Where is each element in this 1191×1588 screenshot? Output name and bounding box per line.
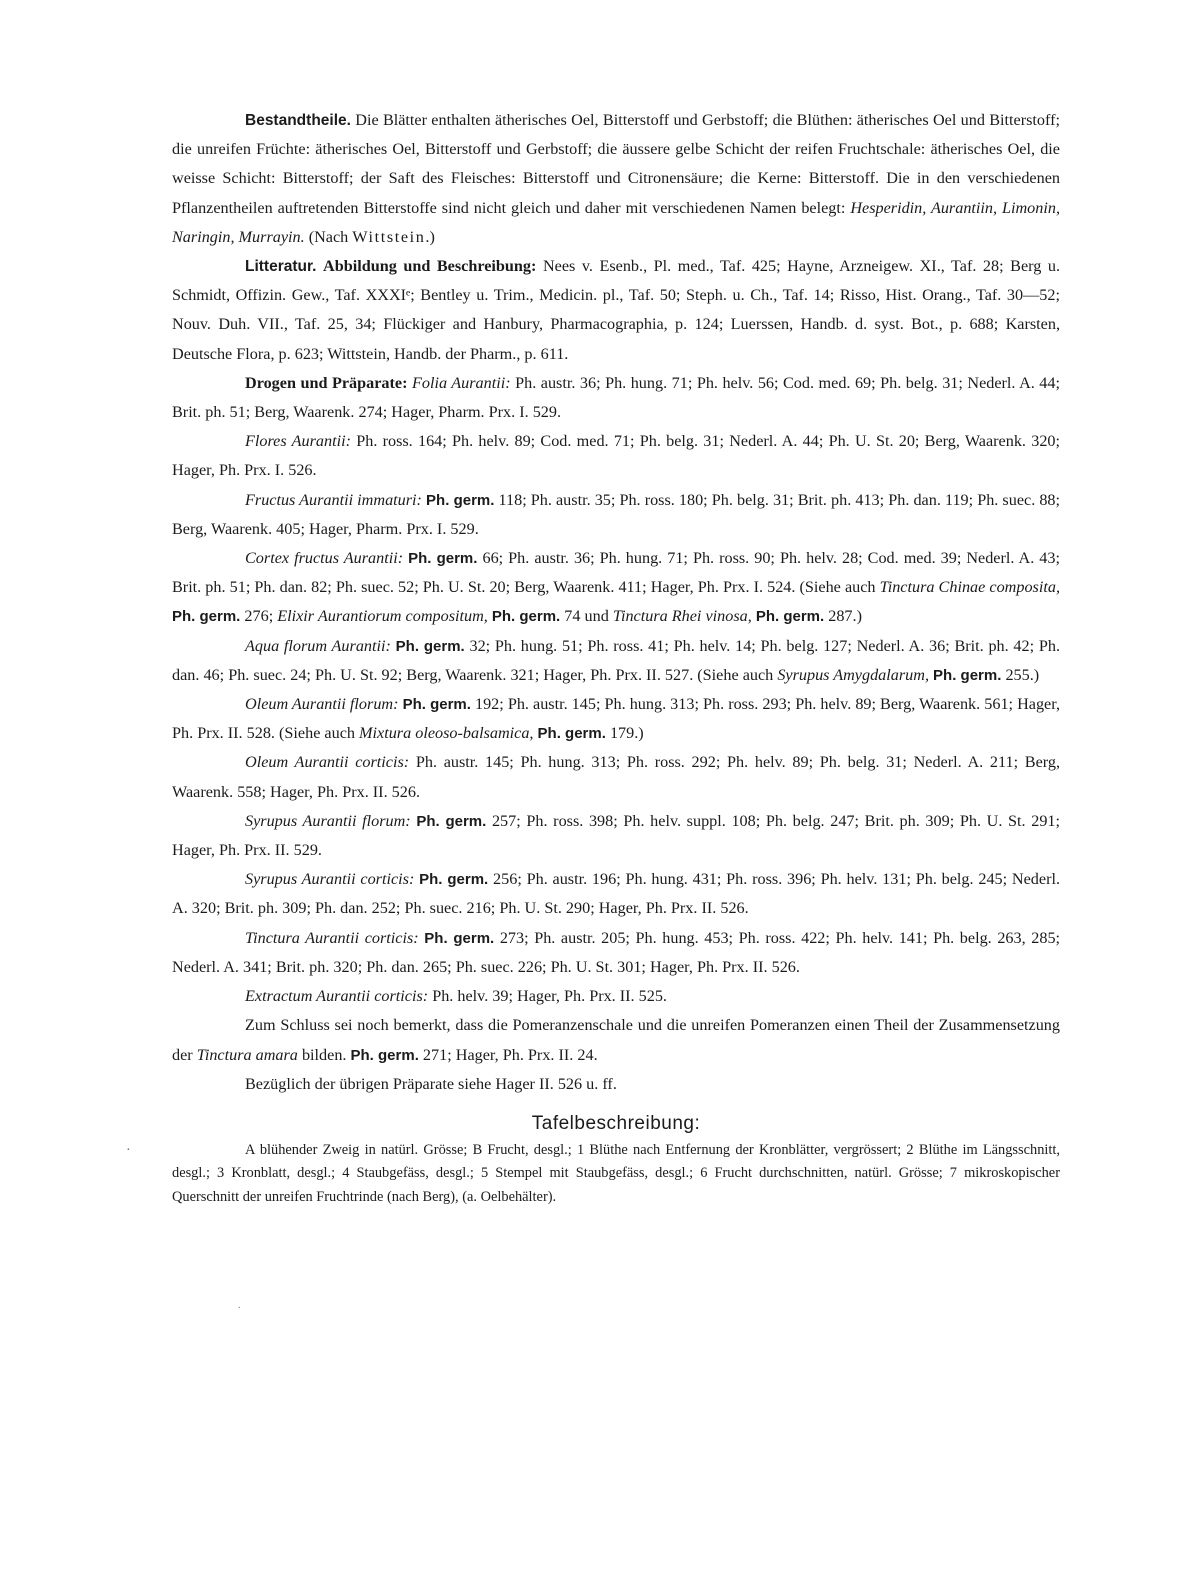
litteratur-text: Nees v. Esenb., Pl. med., Taf. 425; Hayne, Arzneigew. XI., Taf. 28; Berg u. Schmidt, Offizin. Gew., Taf. XXXIᵉ; Bentley u. Trim., Medicin. pl., Taf. 50; Steph. u. Ch., Taf. 14; Risso, Hist. Orang., Taf. 30—52; Nouv. Duh. VII., Taf. 25, 34; Flückiger and Hanbury, Pharmacographia, p. 124; Luerssen, Handb. d. syst. Bot., p. 688; Karsten, Deutsche Flora, p. 623; Wittstein, Handb. der Pharm., p. 611. [172,257,1060,363]
oleum-corticis-name: Oleum Aurantii corticis: [245,753,410,772]
syrupus-florum-name: Syrupus Aurantii florum: [245,811,411,830]
schluss-mid: bilden. [301,1045,347,1064]
schluss-paragraph [172,1011,1060,1069]
fructus-paragraph [172,486,1060,544]
ph-germ-label: Ph. germ. [426,491,495,509]
bestandtheile-heading: Bestandtheile. [245,112,351,129]
ph-germ-label: Ph. germ. [424,929,495,947]
drogen-heading: Drogen und Präparate: [245,373,408,392]
extractum-paragraph [172,982,1060,1011]
cortex-ref-2: Elixir Aurantiorum compositum, [277,607,488,626]
ph-germ-label: Ph. germ. [408,550,478,568]
oleum-corticis-text: Ph. austr. 145; Ph. hung. 313; Ph. ross. 292; Ph. helv. 89; Ph. belg. 31; Nederl. A. 211; Berg, Waarenk. 558; Hager, Ph. Prx. II. 526. [172,753,1060,801]
schluss-text: Zum Schluss sei noch bemerkt, dass die Pomeranzenschale und die unreifen Pomeranzen einen Theil der Zusammensetzung der [172,1016,1060,1064]
syrupus-florum-text: 257; Ph. ross. 398; Ph. helv. suppl. 108; Ph. belg. 247; Brit. ph. 309; Ph. U. St. 291; Hager, Ph. Prx. II. 529. [172,811,1061,860]
cortex-ref-1-num: 276; [244,607,274,626]
source-pre: (Nach [308,227,349,246]
schluss-num: 271; Hager, Ph. Prx. II. 24. [422,1045,598,1064]
cortex-paragraph [172,544,1060,632]
syrupus-corticis-text: 256; Ph. austr. 196; Ph. hung. 431; Ph. ross. 396; Ph. helv. 131; Ph. belg. 245; Nederl. A. 320; Brit. ph. 309; Ph. dan. 252; Ph. suec. 216; Ph. U. St. 290; Hager, Ph. Prx. II. 526. [172,870,1061,918]
margin-tick: · [126,1143,131,1158]
aqua-ref-num: 255.) [1005,665,1040,684]
litteratur-heading: Litteratur. [245,258,317,276]
cortex-ref-2-num: 74 und [564,607,609,626]
ph-germ-label: Ph. germ. [755,608,825,626]
syrupus-corticis-name: Syrupus Aurantii corticis: [245,870,415,889]
tinctura-name: Tinctura Aurantii corticis: [245,928,419,947]
syrupus-corticis-paragraph [172,865,1060,923]
cortex-text: 66; Ph. austr. 36; Ph. hung. 71; Ph. ross. 90; Ph. helv. 28; Cod. med. 39; Nederl. A. 43; Brit. ph. 51; Ph. dan. 82; Ph. suec. 52; Ph. U. St. 20; Berg, Waarenk. 411; Hager, Ph. Prx. I. 524. (Siehe auch [172,549,1060,597]
aqua-text: 32; Ph. hung. 51; Ph. ross. 41; Ph. helv. 14; Ph. belg. 127; Nederl. A. 36; Brit. ph. 42; Ph. dan. 46; Ph. suec. 24; Ph. U. St. 92; Berg, Waarenk. 321; Hager, Ph. Prx. II. 527. (Siehe auch [172,636,1061,684]
oleum-corticis-paragraph [172,748,1060,806]
bitterstoff-names: Hesperidin, Aurantiin, Limonin, Naringin, Murrayin. [172,198,1061,246]
ph-germ-label: Ph. germ. [537,725,606,743]
ph-germ-label: Ph. germ. [172,608,241,626]
aqua-paragraph [172,632,1060,690]
litteratur-subheading: Abbildung und Beschreibung: [323,257,537,276]
schluss-ref: Tinctura amara [196,1045,298,1064]
bezueglich-text: Bezüglich der übrigen Präparate siehe Hager II. 526 u. ff. [245,1074,617,1093]
extractum-text: Ph. helv. 39; Hager, Ph. Prx. II. 525. [432,987,667,1006]
bestandtheile-text: Die Blätter enthalten ätherisches Oel, Bitterstoff und Gerbstoff; die Blüthen: ätherisches Oel und Bitterstoff; die unreifen Früchte: ätherisches Oel, Bitterstoff und Gerbstoff; die äussere gelbe Schicht der reifen Fruchtschale: ätherisches Oel, die weisse Schicht: Bitterstoff; der Saft des Fleisches: Bitterstoff und Citronensäure; die Kerne: Bitterstoff. Die in den verschiedenen Pflanzentheilen auftretenden Bitterstoffe sind nicht gleich und daher mit verschiedenen Namen belegt: [172,111,1060,217]
cortex-ref-1: Tinctura Chinae composita, [879,578,1060,597]
ph-germ-label: Ph. germ. [933,666,1002,684]
fructus-name: Fructus Aurantii immaturi: [245,490,422,509]
flores-text: Ph. ross. 164; Ph. helv. 89; Cod. med. 71; Ph. belg. 31; Nederl. A. 44; Ph. U. St. 20; Berg, Waarenk. 320; Hager, Ph. Prx. I. 526. [172,432,1061,480]
folia-text: Ph. austr. 36; Ph. hung. 71; Ph. helv. 56; Cod. med. 69; Ph. belg. 31; Nederl. A. 44; Brit. ph. 51; Berg, Waarenk. 274; Hager, Pharm. Prx. I. 529. [172,373,1060,422]
bezueglich-paragraph [172,1070,1060,1099]
ph-germ-label: Ph. germ. [350,1046,419,1064]
tinctura-text: 273; Ph. austr. 205; Ph. hung. 453; Ph. ross. 422; Ph. helv. 141; Ph. belg. 263, 285; Nederl. A. 341; Brit. ph. 320; Ph. dan. 265; Ph. suec. 226; Ph. U. St. 301; Hager, Ph. Prx. II. 526. [172,928,1061,976]
stray-dot: . [238,1300,241,1311]
tinctura-paragraph [172,924,1060,982]
syrupus-florum-paragraph [172,807,1060,865]
tafel-description: A blühender Zweig in natürl. Grösse; B Frucht, desgl.; 1 Blüthe nach Entfernung der Kronblätter, vergrössert; 2 Blüthe im Längsschnitt, desgl.; 3 Kronblatt, desgl.; 4 Staubgefäss, desgl.; 5 Stempel mit Staubgefäss, desgl.; 6 Frucht durchschnitten, natürl. Grösse; 7 mikroskopischer Querschnitt der unreifen Fruchtrinde (nach Berg), (a. Oelbehälter). [172,1141,1060,1205]
oleum-florum-text: 192; Ph. austr. 145; Ph. hung. 313; Ph. ross. 293; Ph. helv. 89; Berg, Waarenk. 561; Hager, Ph. Prx. II. 528. (Siehe auch [172,695,1061,743]
ph-germ-label: Ph. germ. [419,871,489,889]
cortex-ref-3-num: 287.) [828,607,862,626]
source-post: .) [425,227,435,246]
ph-germ-label: Ph. germ. [491,608,561,626]
aqua-ref: Syrupus Amygdalarum, [777,665,929,684]
bestandtheile-paragraph [172,106,1060,252]
oleum-florum-ref-num: 179.) [609,724,644,743]
folia-name: Folia Aurantii: [411,373,511,392]
litteratur-paragraph [172,252,1060,369]
source-author: Wittstein [352,227,426,246]
ph-germ-label: Ph. germ. [416,812,487,830]
oleum-florum-paragraph [172,690,1060,748]
cortex-name: Cortex fructus Aurantii: [245,549,404,568]
extractum-name: Extractum Aurantii corticis: [245,987,429,1006]
drogen-folia-paragraph [172,369,1060,427]
oleum-florum-ref: Mixtura oleoso-balsamica, [359,724,534,743]
tafel-title: Tafelbeschreibung: [531,1112,701,1134]
ph-germ-label: Ph. germ. [395,637,465,655]
cortex-ref-3: Tinctura Rhei vinosa, [612,607,752,626]
aqua-name: Aqua florum Aurantii: [245,636,391,655]
ph-germ-label: Ph. germ. [402,696,471,714]
fructus-text: 118; Ph. austr. 35; Ph. ross. 180; Ph. belg. 31; Brit. ph. 413; Ph. dan. 119; Ph. suec. 88; Berg, Waarenk. 405; Hager, Pharm. Prx. I. 529. [172,490,1061,538]
flores-name: Flores Aurantii: [245,432,351,451]
document-page [172,106,1060,1209]
flores-paragraph [172,427,1060,485]
oleum-florum-name: Oleum Aurantii florum: [245,695,399,714]
